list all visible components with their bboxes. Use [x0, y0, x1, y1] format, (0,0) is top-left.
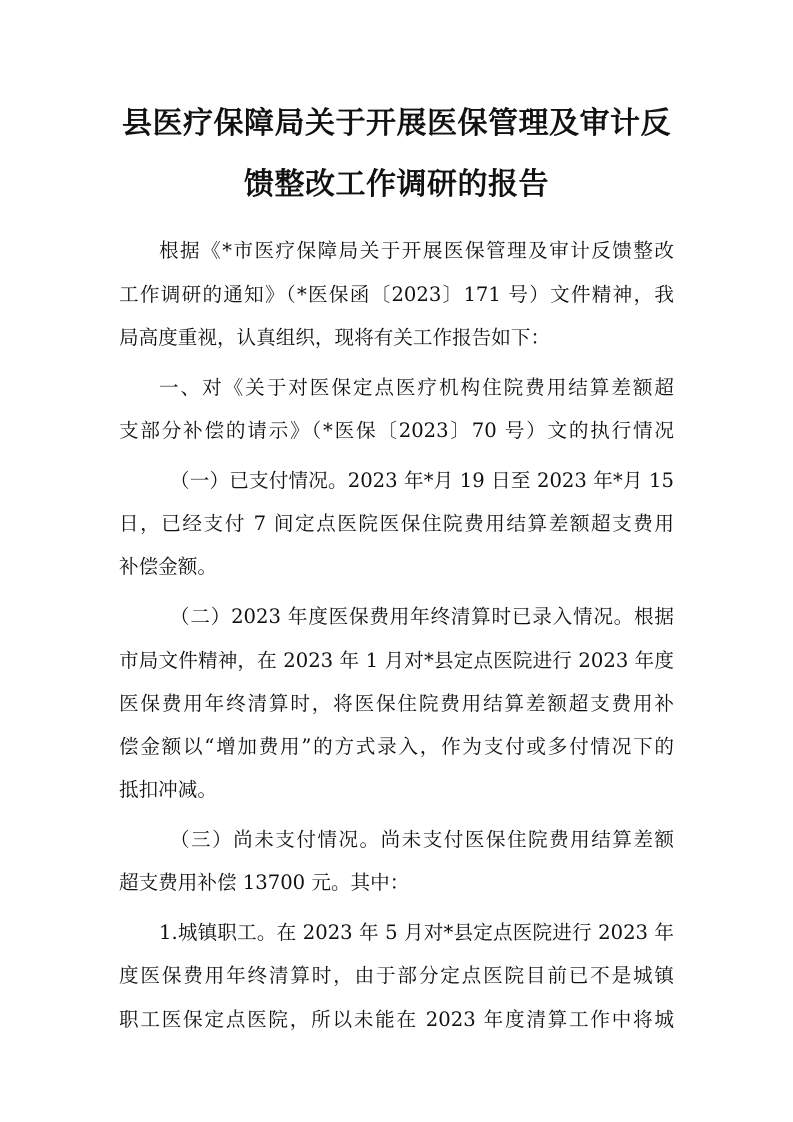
paragraph-line: （二）2023 年度医保费用年终清算时已录入情况。根据 — [170, 605, 674, 628]
section-heading-line: 一、对《关于对医保定点医疗机构住院费用结算差额超 — [159, 376, 674, 399]
paragraph-line: 医保费用年终清算时，将医保住院费用结算差额超支费用补 — [119, 692, 674, 715]
paragraph-line: 偿金额以“增加费用”的方式录入，作为支付或多付情况下的 — [119, 735, 674, 758]
paragraph-line: （一）已支付情况。2023 年*月 19 日至 2023 年*月 15 — [170, 469, 674, 492]
paragraph-line: （三）尚未支付情况。尚未支付医保住院费用结算差额 — [170, 828, 674, 851]
paragraph-line: 局高度重视，认真组织，现将有关工作报告如下： — [119, 326, 551, 349]
paragraph-line: 抵扣冲减。 — [119, 778, 217, 801]
paragraph-line: 补偿金额。 — [119, 555, 217, 578]
document-title-line-1: 县医疗保障局关于开展医保管理及审计反 — [122, 106, 671, 141]
paragraph-line: 日，已经支付 7 间定点医院医保住院费用结算差额超支费用 — [119, 512, 674, 535]
paragraph-line: 根据《*市医疗保障局关于开展医保管理及审计反馈整改 — [159, 239, 674, 262]
paragraph-line: 1.城镇职工。在 2023 年 5 月对*县定点医院进行 2023 年 — [159, 921, 674, 944]
paragraph-line: 职工医保定点医院，所以未能在 2023 年度清算工作中将城 — [119, 1008, 674, 1031]
paragraph-line: 工作调研的通知》（*医保函〔2023〕171 号）文件精神，我 — [119, 283, 674, 306]
paragraph-line: 超支费用补偿 13700 元。其中： — [119, 871, 410, 894]
section-heading-line: 支部分补偿的请示》（*医保〔2023〕70 号）文的执行情况 — [119, 419, 674, 442]
paragraph-line: 市局文件精神，在 2023 年 1 月对*县定点医院进行 2023 年度 — [119, 649, 674, 672]
document-title-line-2: 馈整改工作调研的报告 — [244, 167, 549, 202]
paragraph-line: 度医保费用年终清算时，由于部分定点医院目前已不是城镇 — [119, 964, 674, 987]
